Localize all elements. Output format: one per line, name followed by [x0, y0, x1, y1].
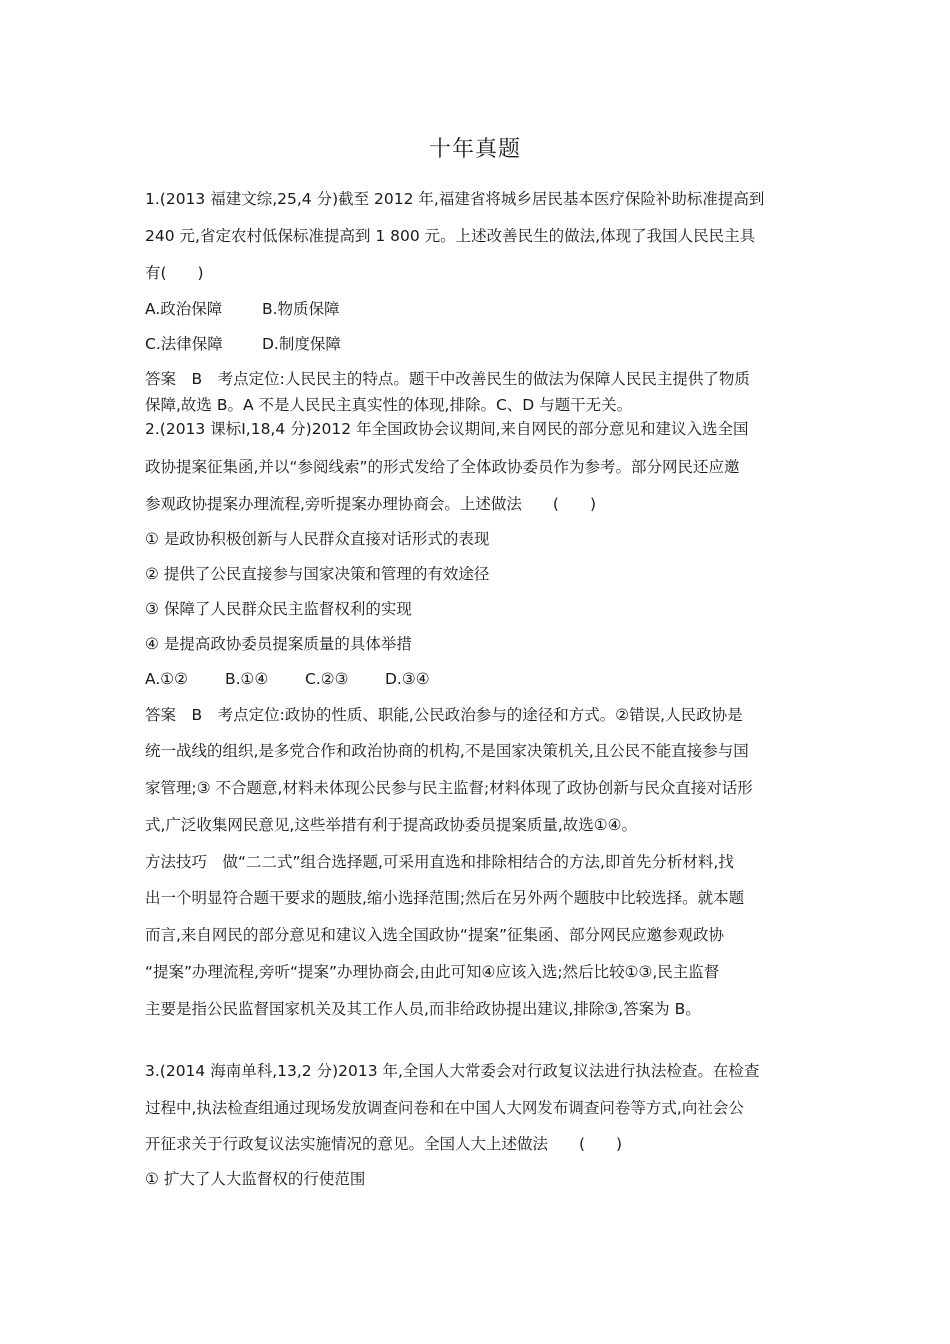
q2-tip-line-5: 主要是指公民监督国家机关及其工作人员,而非给政协提出建议,排除③,答案为 B。 — [145, 1000, 701, 1018]
q2-tip-line-4: “提案”办理流程,旁听“提案”办理协商会,由此可知④应该入选;然后比较①③,民主监督 — [145, 963, 720, 981]
q2-tip-line-1: 方法技巧 做“二二式”组合选择题,可采用直选和排除相结合的方法,即首先分析材料,找 — [145, 853, 734, 871]
q1-stem-line-1: 1.(2013 福建文综,25,4 分)截至 2012 年,福建省将城乡居民基本医疗保险补助标准提高到 — [145, 190, 765, 208]
q2-stem-line-3: 参观政协提案办理流程,旁听提案办理协商会。上述做法 ( ) — [145, 495, 597, 513]
q2-answer-line-3: 家管理;③ 不合题意,材料未体现公民参与民主监督;材料体现了政协创新与民众直接对话形 — [145, 779, 753, 797]
q3-stem-line-1: 3.(2014 海南单科,13,2 分)2013 年,全国人大常委会对行政复议法进行执法检查。在检查 — [145, 1062, 760, 1080]
q2-option-c: C.②③ — [305, 670, 349, 688]
q2-stem-line-2: 政协提案征集函,并以“参阅线索”的形式发给了全体政协委员作为参考。部分网民还应邀 — [145, 458, 740, 476]
q2-item-1: ① 是政协积极创新与人民群众直接对话形式的表现 — [145, 530, 490, 548]
q2-item-2: ② 提供了公民直接参与国家决策和管理的有效途径 — [145, 565, 490, 583]
q2-item-4: ④ 是提高政协委员提案质量的具体举措 — [145, 635, 412, 653]
q1-answer-line-1: 答案 B 考点定位:人民民主的特点。题干中改善民生的做法为保障人民民主提供了物质 — [145, 370, 750, 388]
q1-options-row-1 — [145, 299, 815, 319]
q2-option-b: B.①④ — [225, 670, 269, 688]
q2-item-3: ③ 保障了人民群众民主监督权利的实现 — [145, 600, 412, 618]
q2-tip-line-3: 而言,来自网民的部分意见和建议入选全国政协“提案”征集函、部分网民应邀参观政协 — [145, 926, 724, 944]
page-title: 十年真题 — [428, 137, 521, 162]
q2-answer-line-2: 统一战线的组织,是多党合作和政治协商的机构,不是国家决策机关,且公民不能直接参与国 — [145, 742, 749, 760]
q2-options-row — [145, 669, 815, 689]
q1-option-b: B.物质保障 — [262, 300, 340, 318]
q2-answer-line-1: 答案 B 考点定位:政协的性质、职能,公民政治参与的途径和方式。②错误,人民政协是 — [145, 706, 743, 724]
q2-option-a: A.①② — [145, 670, 189, 688]
q3-stem-line-3: 开征求关于行政复议法实施情况的意见。全国人大上述做法 ( ) — [145, 1135, 623, 1153]
q2-answer-line-4: 式,广泛收集网民意见,这些举措有利于提高政协委员提案质量,故选①④。 — [145, 816, 638, 834]
q1-option-c: C.法律保障 — [145, 335, 223, 353]
q1-answer-line-2: 保障,故选 B。A 不是人民民主真实性的体现,排除。C、D 与题干无关。 — [145, 396, 633, 414]
q2-tip-line-2: 出一个明显符合题干要求的题肢,缩小选择范围;然后在另外两个题肢中比较选择。就本题 — [145, 889, 745, 907]
q2-option-d: D.③④ — [385, 670, 430, 688]
q3-item-1: ① 扩大了人大监督权的行使范围 — [145, 1170, 366, 1188]
q1-option-d: D.制度保障 — [262, 335, 341, 353]
q1-stem-line-2: 240 元,省定农村低保标准提高到 1 800 元。上述改善民生的做法,体现了我国人民民主具 — [145, 227, 756, 245]
q3-stem-line-2: 过程中,执法检查组通过现场发放调查问卷和在中国人大网发布调查问卷等方式,向社会公 — [145, 1099, 744, 1117]
q1-option-a: A.政治保障 — [145, 300, 223, 318]
q2-stem-line-1: 2.(2013 课标Ⅰ,18,4 分)2012 年全国政协会议期间,来自网民的部分意见和建议入选全国 — [145, 420, 749, 438]
q1-stem-line-3: 有( ) — [145, 264, 204, 282]
q1-options-row-2 — [145, 334, 815, 354]
